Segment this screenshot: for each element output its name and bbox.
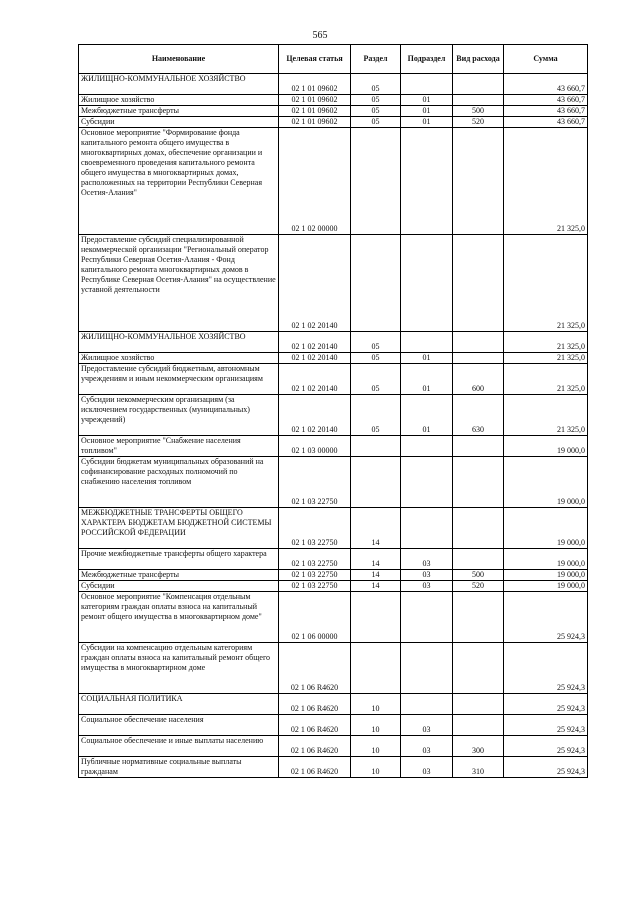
cell-podrazdel [401,592,453,643]
cell-name: Основное мероприятие "Компенсация отдельным категориям граждан оплаты взноса на капитальный ремонт общего имущества в многоквартирном доме" [79,592,279,643]
table-row [79,235,588,332]
cell-vid [453,332,504,353]
table-row [79,74,588,95]
cell-code: 02 1 02 20140 [279,353,351,364]
cell-podrazdel [401,457,453,508]
cell-name: Основное мероприятие "Формирование фонда капитального ремонта общего имущества в многоквартирных домах, обеспечение организации и своевременного проведения капитального ремонта общего имущества в многоквартирных домах, расположенных на территории Республики Северная Осетия-Алания" [79,128,279,235]
cell-name: Прочие межбюджетные трансферты общего характера [79,549,279,570]
cell-vid: 500 [453,106,504,117]
cell-name: Социальное обеспечение населения [79,715,279,736]
cell-name: Субсидии некоммерческим организациям (за исключением государственных (муниципальных) учреждений) [79,395,279,436]
cell-code: 02 1 06 R4620 [279,694,351,715]
cell-podrazdel [401,508,453,549]
cell-vid [453,95,504,106]
cell-razdel: 14 [351,570,401,581]
cell-code: 02 1 03 00000 [279,436,351,457]
table-row [79,643,588,694]
cell-code: 02 1 03 22750 [279,581,351,592]
cell-vid [453,643,504,694]
cell-sum: 19 000,0 [504,581,588,592]
cell-name: ЖИЛИЩНО-КОММУНАЛЬНОЕ ХОЗЯЙСТВО [79,332,279,353]
table-row [79,332,588,353]
page-number: 565 [312,30,328,41]
cell-sum: 19 000,0 [504,549,588,570]
cell-razdel [351,235,401,332]
cell-sum: 21 325,0 [504,128,588,235]
cell-vid: 630 [453,395,504,436]
cell-code: 02 1 06 00000 [279,592,351,643]
table-row [79,395,588,436]
header-razdel: Раздел [351,45,401,74]
cell-vid [453,508,504,549]
cell-razdel [351,592,401,643]
cell-podrazdel: 03 [401,581,453,592]
cell-sum: 19 000,0 [504,457,588,508]
cell-podrazdel [401,332,453,353]
cell-sum: 21 325,0 [504,235,588,332]
table-row [79,736,588,757]
cell-razdel: 05 [351,353,401,364]
cell-code: 02 1 06 R4620 [279,757,351,778]
cell-name: Жилищное хозяйство [79,353,279,364]
cell-name: Предоставление субсидий бюджетным, автономным учреждениям и иным некоммерческим организациям [79,364,279,395]
cell-razdel: 10 [351,757,401,778]
cell-razdel: 05 [351,95,401,106]
cell-vid [453,128,504,235]
table-row [79,581,588,592]
cell-code: 02 1 01 09602 [279,95,351,106]
header-podrazdel: Подраздел [401,45,453,74]
cell-sum: 25 924,3 [504,715,588,736]
cell-razdel [351,457,401,508]
cell-code: 02 1 01 09602 [279,117,351,128]
cell-name: Межбюджетные трансферты [79,106,279,117]
cell-vid: 500 [453,570,504,581]
cell-name: ЖИЛИЩНО-КОММУНАЛЬНОЕ ХОЗЯЙСТВО [79,74,279,95]
cell-vid [453,436,504,457]
cell-vid [453,592,504,643]
cell-razdel: 05 [351,74,401,95]
header-code: Целевая статья [279,45,351,74]
cell-podrazdel: 01 [401,353,453,364]
table-row [79,436,588,457]
cell-sum: 21 325,0 [504,332,588,353]
cell-name: Субсидии [79,581,279,592]
cell-vid [453,235,504,332]
cell-podrazdel [401,694,453,715]
cell-name: Субсидии на компенсацию отдельным категориям граждан оплаты взноса на капитальный ремонт общего имущества в многоквартирном доме [79,643,279,694]
cell-razdel: 14 [351,581,401,592]
cell-podrazdel [401,74,453,95]
table-header [79,45,588,74]
cell-razdel [351,436,401,457]
cell-name: Межбюджетные трансферты [79,570,279,581]
cell-razdel: 05 [351,117,401,128]
cell-code: 02 1 03 22750 [279,508,351,549]
cell-vid: 520 [453,581,504,592]
cell-razdel: 05 [351,395,401,436]
cell-podrazdel: 03 [401,736,453,757]
cell-name: Жилищное хозяйство [79,95,279,106]
cell-vid: 310 [453,757,504,778]
cell-sum: 25 924,3 [504,736,588,757]
cell-code: 02 1 06 R4620 [279,715,351,736]
cell-code: 02 1 06 R4620 [279,643,351,694]
cell-code: 02 1 02 00000 [279,128,351,235]
table-row [79,95,588,106]
cell-name: Субсидии [79,117,279,128]
cell-sum: 19 000,0 [504,436,588,457]
cell-code: 02 1 06 R4620 [279,736,351,757]
table-row [79,117,588,128]
cell-podrazdel: 03 [401,715,453,736]
cell-podrazdel [401,235,453,332]
cell-razdel: 14 [351,508,401,549]
cell-vid [453,74,504,95]
table-row [79,353,588,364]
table-row [79,457,588,508]
cell-podrazdel [401,436,453,457]
header-vid: Вид расхода [453,45,504,74]
cell-vid [453,353,504,364]
cell-podrazdel: 01 [401,106,453,117]
header-name: Наименование [79,45,279,74]
cell-podrazdel: 01 [401,117,453,128]
table-row [79,128,588,235]
table-row [79,715,588,736]
table-row [79,757,588,778]
cell-sum: 21 325,0 [504,353,588,364]
table-row [79,592,588,643]
table-row [79,508,588,549]
table-row [79,549,588,570]
cell-name: МЕЖБЮДЖЕТНЫЕ ТРАНСФЕРТЫ ОБЩЕГО ХАРАКТЕРА БЮДЖЕТАМ БЮДЖЕТНОЙ СИСТЕМЫ РОССИЙСКОЙ ФЕДЕРАЦИИ [79,508,279,549]
cell-razdel [351,128,401,235]
cell-vid: 520 [453,117,504,128]
cell-podrazdel: 03 [401,757,453,778]
cell-sum: 43 660,7 [504,74,588,95]
cell-vid [453,549,504,570]
cell-razdel: 05 [351,332,401,353]
table-row [79,570,588,581]
cell-name: Предоставление субсидий специализированной некоммерческой организации "Региональный оператор Республики Северная Осетия-Алания - Фонд капитального ремонта многоквартирных домов в Республике Северная Осетия-Алания" на осуществление уставной деятельности [79,235,279,332]
cell-code: 02 1 02 20140 [279,364,351,395]
cell-podrazdel: 03 [401,570,453,581]
cell-vid [453,715,504,736]
cell-sum: 43 660,7 [504,95,588,106]
cell-razdel: 10 [351,715,401,736]
cell-code: 02 1 02 20140 [279,235,351,332]
cell-sum: 43 660,7 [504,117,588,128]
cell-code: 02 1 03 22750 [279,570,351,581]
cell-code: 02 1 01 09602 [279,74,351,95]
table-row [79,106,588,117]
cell-sum: 25 924,3 [504,694,588,715]
cell-sum: 19 000,0 [504,508,588,549]
cell-name: Социальное обеспечение и иные выплаты населению [79,736,279,757]
cell-razdel: 05 [351,364,401,395]
cell-code: 02 1 03 22750 [279,549,351,570]
cell-name: Публичные нормативные социальные выплаты гражданам [79,757,279,778]
cell-code: 02 1 03 22750 [279,457,351,508]
cell-sum: 21 325,0 [504,364,588,395]
cell-podrazdel: 01 [401,395,453,436]
header-sum: Сумма [504,45,588,74]
cell-razdel: 10 [351,736,401,757]
cell-podrazdel [401,128,453,235]
cell-razdel: 10 [351,694,401,715]
table-row [79,694,588,715]
cell-razdel [351,643,401,694]
cell-code: 02 1 02 20140 [279,332,351,353]
budget-table [78,44,588,778]
cell-podrazdel [401,643,453,694]
cell-vid [453,457,504,508]
cell-sum: 25 924,3 [504,592,588,643]
table-body [79,74,588,778]
cell-sum: 25 924,3 [504,643,588,694]
cell-razdel: 05 [351,106,401,117]
cell-name: Основное мероприятие "Снабжение населения топливом" [79,436,279,457]
cell-podrazdel: 01 [401,364,453,395]
cell-vid: 300 [453,736,504,757]
cell-sum: 21 325,0 [504,395,588,436]
cell-podrazdel: 01 [401,95,453,106]
cell-code: 02 1 01 09602 [279,106,351,117]
cell-sum: 19 000,0 [504,570,588,581]
cell-vid: 600 [453,364,504,395]
cell-code: 02 1 02 20140 [279,395,351,436]
table-row [79,364,588,395]
cell-sum: 25 924,3 [504,757,588,778]
cell-sum: 43 660,7 [504,106,588,117]
cell-name: Субсидии бюджетам муниципальных образований на софинансирование расходных полномочий по снабжению населения топливом [79,457,279,508]
cell-razdel: 14 [351,549,401,570]
cell-podrazdel: 03 [401,549,453,570]
cell-vid [453,694,504,715]
cell-name: СОЦИАЛЬНАЯ ПОЛИТИКА [79,694,279,715]
